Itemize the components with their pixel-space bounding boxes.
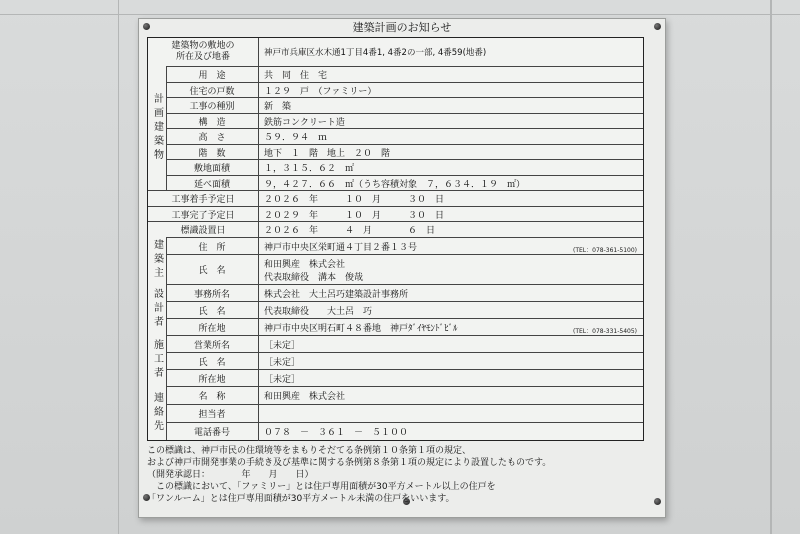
contractor-row: [148, 352, 643, 370]
plan-row-label: 構 造: [166, 114, 259, 130]
contractor-row: [148, 335, 643, 353]
plan-row-value: 新 築: [264, 102, 292, 113]
owner-address-row-value: 神戸市中央区栄町通４丁目２番１３号: [264, 242, 418, 253]
note-line: この標識において、「ファミリー」とは住戸専用面積が30平方メートル以上の住戸を: [147, 481, 496, 492]
designer-name-row-label: 氏 名: [166, 302, 259, 319]
date-row: [148, 206, 643, 223]
note-line: （開発承認日： 年 月 日）: [147, 469, 314, 480]
contact-row: [148, 386, 643, 405]
wall-panel-seam-left: [118, 0, 119, 534]
site-row: [148, 38, 643, 66]
contractor-row-value: ［未定］: [264, 340, 301, 351]
plan-row-label: 敷地面積: [166, 160, 259, 176]
designer-group-label: 設計者: [148, 284, 167, 335]
owner-name-row-label: 氏 名: [166, 255, 259, 285]
plan-row-label: 延べ面積: [166, 176, 259, 192]
owner-address-row-label: 住 所: [166, 238, 259, 255]
contact-group-label: 連絡先: [148, 386, 167, 440]
note-line: および神戸市開発事業の手続き及び基準に関する条例第８条第１項の規定により設置したものです。: [147, 457, 552, 468]
notes: [147, 445, 647, 505]
date-row-label: 標識設置日: [148, 222, 259, 238]
owner-name-row-value-line2: 代表取締役 溝本 俊哉: [264, 272, 364, 283]
date-row: [148, 190, 643, 207]
plan-row: [148, 159, 643, 176]
contractor-row: [148, 369, 643, 387]
owner-address-row: [148, 237, 643, 255]
plan-row: [148, 175, 643, 192]
plan-row-value: ９，４２７．６６ ㎡（うち容積対象 ７，６３４．１９ ㎡）: [264, 179, 526, 190]
owner-group-label: 建築主: [148, 237, 167, 284]
designer-office-row: [148, 284, 643, 302]
plan-row-value: １２９ 戸 （ファミリー）: [264, 86, 377, 97]
plan-row-label: 高 さ: [166, 129, 259, 145]
plan-row-value: ５９．９４ ｍ: [264, 133, 328, 144]
plan-row-value: １，３１５．６２ ㎡: [264, 164, 355, 175]
plan-row-label: 用 途: [166, 67, 259, 83]
plan-row: [148, 113, 643, 130]
plan-row: [148, 82, 643, 99]
date-row-value: ２０２６ 年 １０ 月 ３０ 日: [264, 195, 445, 206]
designer-office-row-label: 事務所名: [166, 285, 259, 302]
site-label: 建築物の敷地の 所在及び地番: [148, 38, 259, 66]
designer-name-row: [148, 301, 643, 319]
plan-row: [148, 144, 643, 161]
designer-address-row-tel: (TEL：078-331-5405): [573, 327, 637, 335]
note-line: この標識は、神戸市民の住環境等をまもりそだてる条例第１０条第１項の規定、: [147, 445, 472, 456]
contractor-row-value: ［未定］: [264, 374, 301, 385]
screw-bottom-right: [654, 498, 661, 505]
plan-row: [148, 128, 643, 145]
contact-row: [148, 422, 643, 441]
notice-table: [147, 37, 644, 441]
contractor-row-label: 氏 名: [166, 353, 259, 370]
date-row-label: 工事完了予定日: [148, 207, 259, 223]
site-value: 神戸市兵庫区水木通1丁目4番1, 4番2の一部, 4番59(地番): [264, 48, 487, 58]
note-line: 「ワンルーム」とは住戸専用面積が30平方メートル未満の住戸をいいます。: [147, 493, 455, 504]
plan-row-value: 地下 １ 階 地上 ２０ 階: [264, 148, 391, 159]
owner-name-row-value: [258, 255, 643, 285]
plan-row-label: 工事の種別: [166, 98, 259, 114]
contractor-group-label: 施工者: [148, 335, 167, 386]
contact-row-value: 和田興産 株式会社: [264, 392, 346, 402]
designer-address-row-value: 神戸市中央区明石町４８番地 神戸ﾀﾞｲﾔﾓﾝﾄﾞﾋﾞﾙ: [264, 323, 458, 334]
designer-address-row-label: 所在地: [166, 319, 259, 336]
designer-office-row-value: 株式会社 大土呂巧建築設計事務所: [264, 289, 409, 300]
date-row-value: ２０２６ 年 ４ 月 ６ 日: [264, 226, 436, 237]
plan-row-value: 鉄筋コンクリート造: [264, 117, 345, 128]
date-row-label: 工事着手予定日: [148, 191, 259, 207]
owner-name-row-value-line1: 和田興産 株式会社: [264, 259, 346, 270]
plan-group-label: 計画建築物: [148, 66, 167, 190]
plan-row: [148, 66, 643, 83]
wall-panel-seam-right: [770, 0, 772, 534]
contact-row-value: ０７８ － ３６１ － ５１００: [264, 428, 409, 438]
contractor-row-label: 営業所名: [166, 336, 259, 353]
wall-panel-seam-top: [0, 14, 800, 15]
designer-address-row: [148, 318, 643, 336]
contractor-row-value: ［未定］: [264, 357, 301, 368]
designer-name-row-value: 代表取締役 大土呂 巧: [264, 306, 373, 317]
date-row-value: ２０２９ 年 １０ 月 ３０ 日: [264, 210, 445, 221]
owner-name-row: [148, 254, 643, 285]
date-row: [148, 221, 643, 238]
contact-row-label: 名 称: [166, 387, 259, 405]
owner-address-row-tel: (TEL：078-361-5100): [573, 246, 637, 254]
plan-row-value: 共 同 住 宅: [264, 71, 328, 82]
sign-title: 建築計画のお知らせ: [352, 21, 452, 34]
plan-row-label: 住宅の戸数: [166, 83, 259, 99]
building-notice-sign: [138, 18, 666, 518]
plan-row-label: 階 数: [166, 145, 259, 161]
contact-row: [148, 404, 643, 423]
contact-row-label: 担当者: [166, 405, 259, 423]
contact-row-label: 電話番号: [166, 423, 259, 441]
contractor-row-label: 所在地: [166, 370, 259, 387]
plan-row: [148, 97, 643, 114]
contact-row-value: [258, 405, 643, 423]
